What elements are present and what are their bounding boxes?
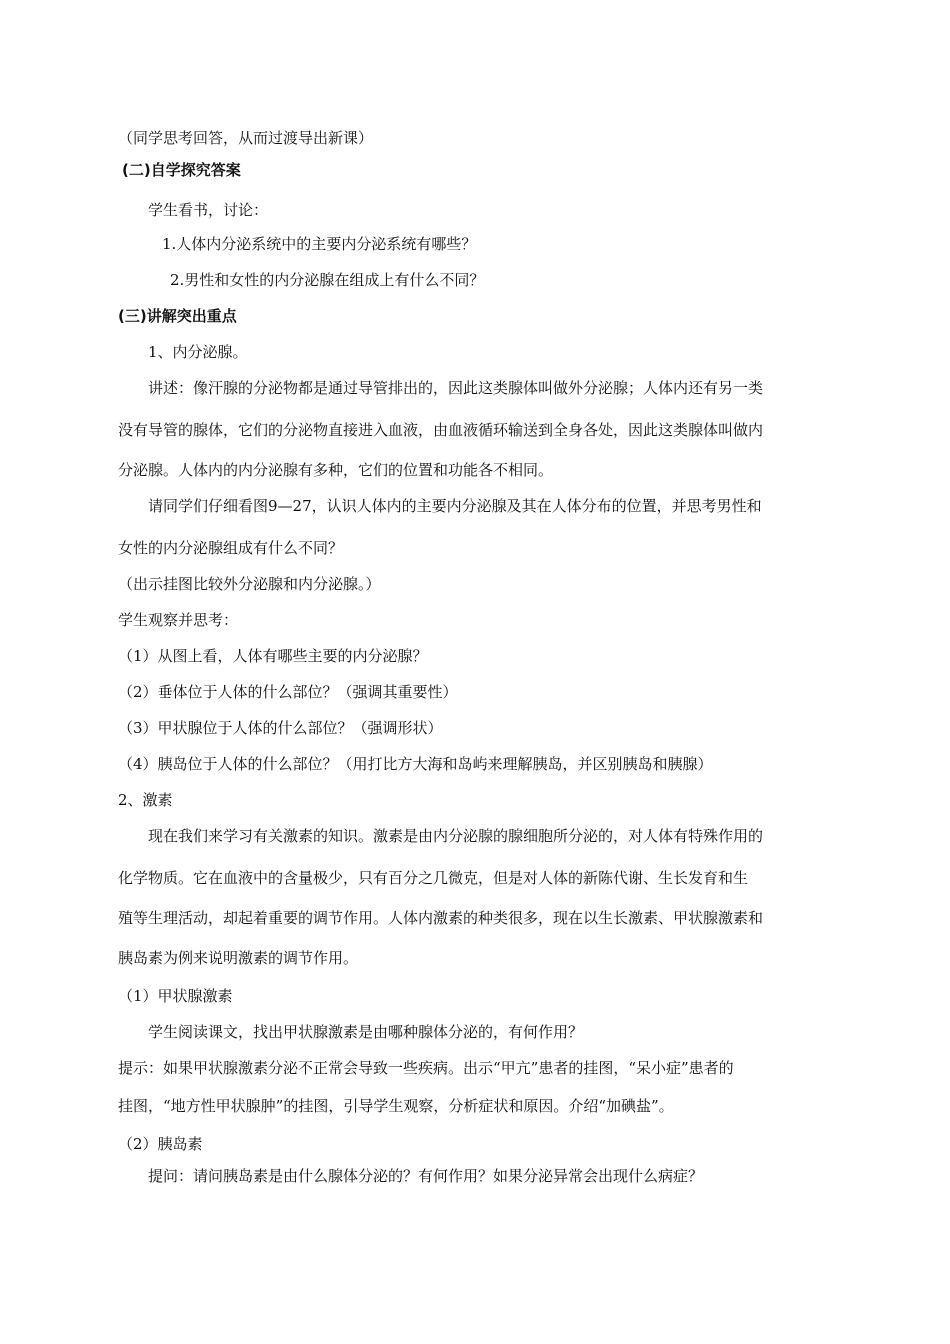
text-line: （同学思考回答，从而过渡导出新课） bbox=[118, 129, 374, 147]
text-line: 分泌腺。人体内的内分泌腺有多种，它们的位置和功能各不相同。 bbox=[118, 461, 554, 479]
text-line: 挂图，“地方性甲状腺肿”的挂图，引导学生观察，分析症状和原因。介绍“加碘盐”。 bbox=[118, 1097, 674, 1115]
list-item: （1）甲状腺激素 bbox=[118, 987, 233, 1005]
text-line: 学生观察并思考： bbox=[118, 611, 239, 629]
text-line: 提示：如果甲状腺激素分泌不正常会导致一些疾病。出示“甲亢”患者的挂图，“呆小症”患者的 bbox=[118, 1059, 734, 1077]
text-line: 化学物质。它在血液中的含量极少，只有百分之几微克，但是对人体的新陈代谢、生长发育和生 bbox=[118, 869, 749, 887]
list-item: （1）从图上看，人体有哪些主要的内分泌腺？ bbox=[118, 647, 428, 665]
list-item: （2）胰岛素 bbox=[118, 1135, 203, 1153]
text-line: 请同学们仔细看图9—27，认识人体内的主要内分泌腺及其在人体分布的位置，并思考男性和 bbox=[148, 497, 762, 515]
text-line: 现在我们来学习有关激素的知识。激素是由内分泌腺的腺细胞所分泌的，对人体有特殊作用的 bbox=[148, 827, 764, 845]
list-item: 2.男性和女性的内分泌腺在组成上有什么不同？ bbox=[170, 271, 485, 289]
text-line: 女性的内分泌腺组成有什么不同？ bbox=[118, 539, 344, 557]
list-item: （3）甲状腺位于人体的什么部位？（强调形状） bbox=[118, 719, 443, 737]
text-line: 学生阅读课文，找出甲状腺激素是由哪种腺体分泌的，有何作用？ bbox=[148, 1023, 584, 1041]
text-line: 学生看书，讨论： bbox=[148, 201, 269, 219]
section-heading-self-study: (二)自学探究答案 bbox=[122, 161, 241, 179]
list-item: （4）胰岛位于人体的什么部位？（用打比方大海和岛屿来理解胰岛，并区别胰岛和胰腺） bbox=[118, 755, 713, 773]
text-line: 提问：请问胰岛素是由什么腺体分泌的？有何作用？如果分泌异常会出现什么病症？ bbox=[148, 1167, 704, 1185]
text-line: 殖等生理活动，却起着重要的调节作用。人体内激素的种类很多，现在以生长激素、甲状腺激素和 bbox=[118, 909, 764, 927]
text-line: （出示挂图比较外分泌腺和内分泌腺。） bbox=[118, 575, 381, 593]
text-line: 胰岛素为例来说明激素的调节作用。 bbox=[118, 949, 359, 967]
subsection-title: 1、内分泌腺。 bbox=[148, 343, 248, 361]
subsection-title: 2、激素 bbox=[118, 791, 173, 809]
section-heading-key-points: (三)讲解突出重点 bbox=[118, 307, 237, 325]
list-item: （2）垂体位于人体的什么部位？（强调其重要性） bbox=[118, 683, 458, 701]
text-line: 讲述：像汗腺的分泌物都是通过导管排出的，因此这类腺体叫做外分泌腺；人体内还有另一类 bbox=[148, 379, 764, 397]
list-item: 1.人体内分泌系统中的主要内分泌系统有哪些？ bbox=[162, 235, 477, 253]
text-line: 没有导管的腺体，它们的分泌物直接进入血液，由血液循环输送到全身各处，因此这类腺体叫做内 bbox=[118, 421, 764, 439]
